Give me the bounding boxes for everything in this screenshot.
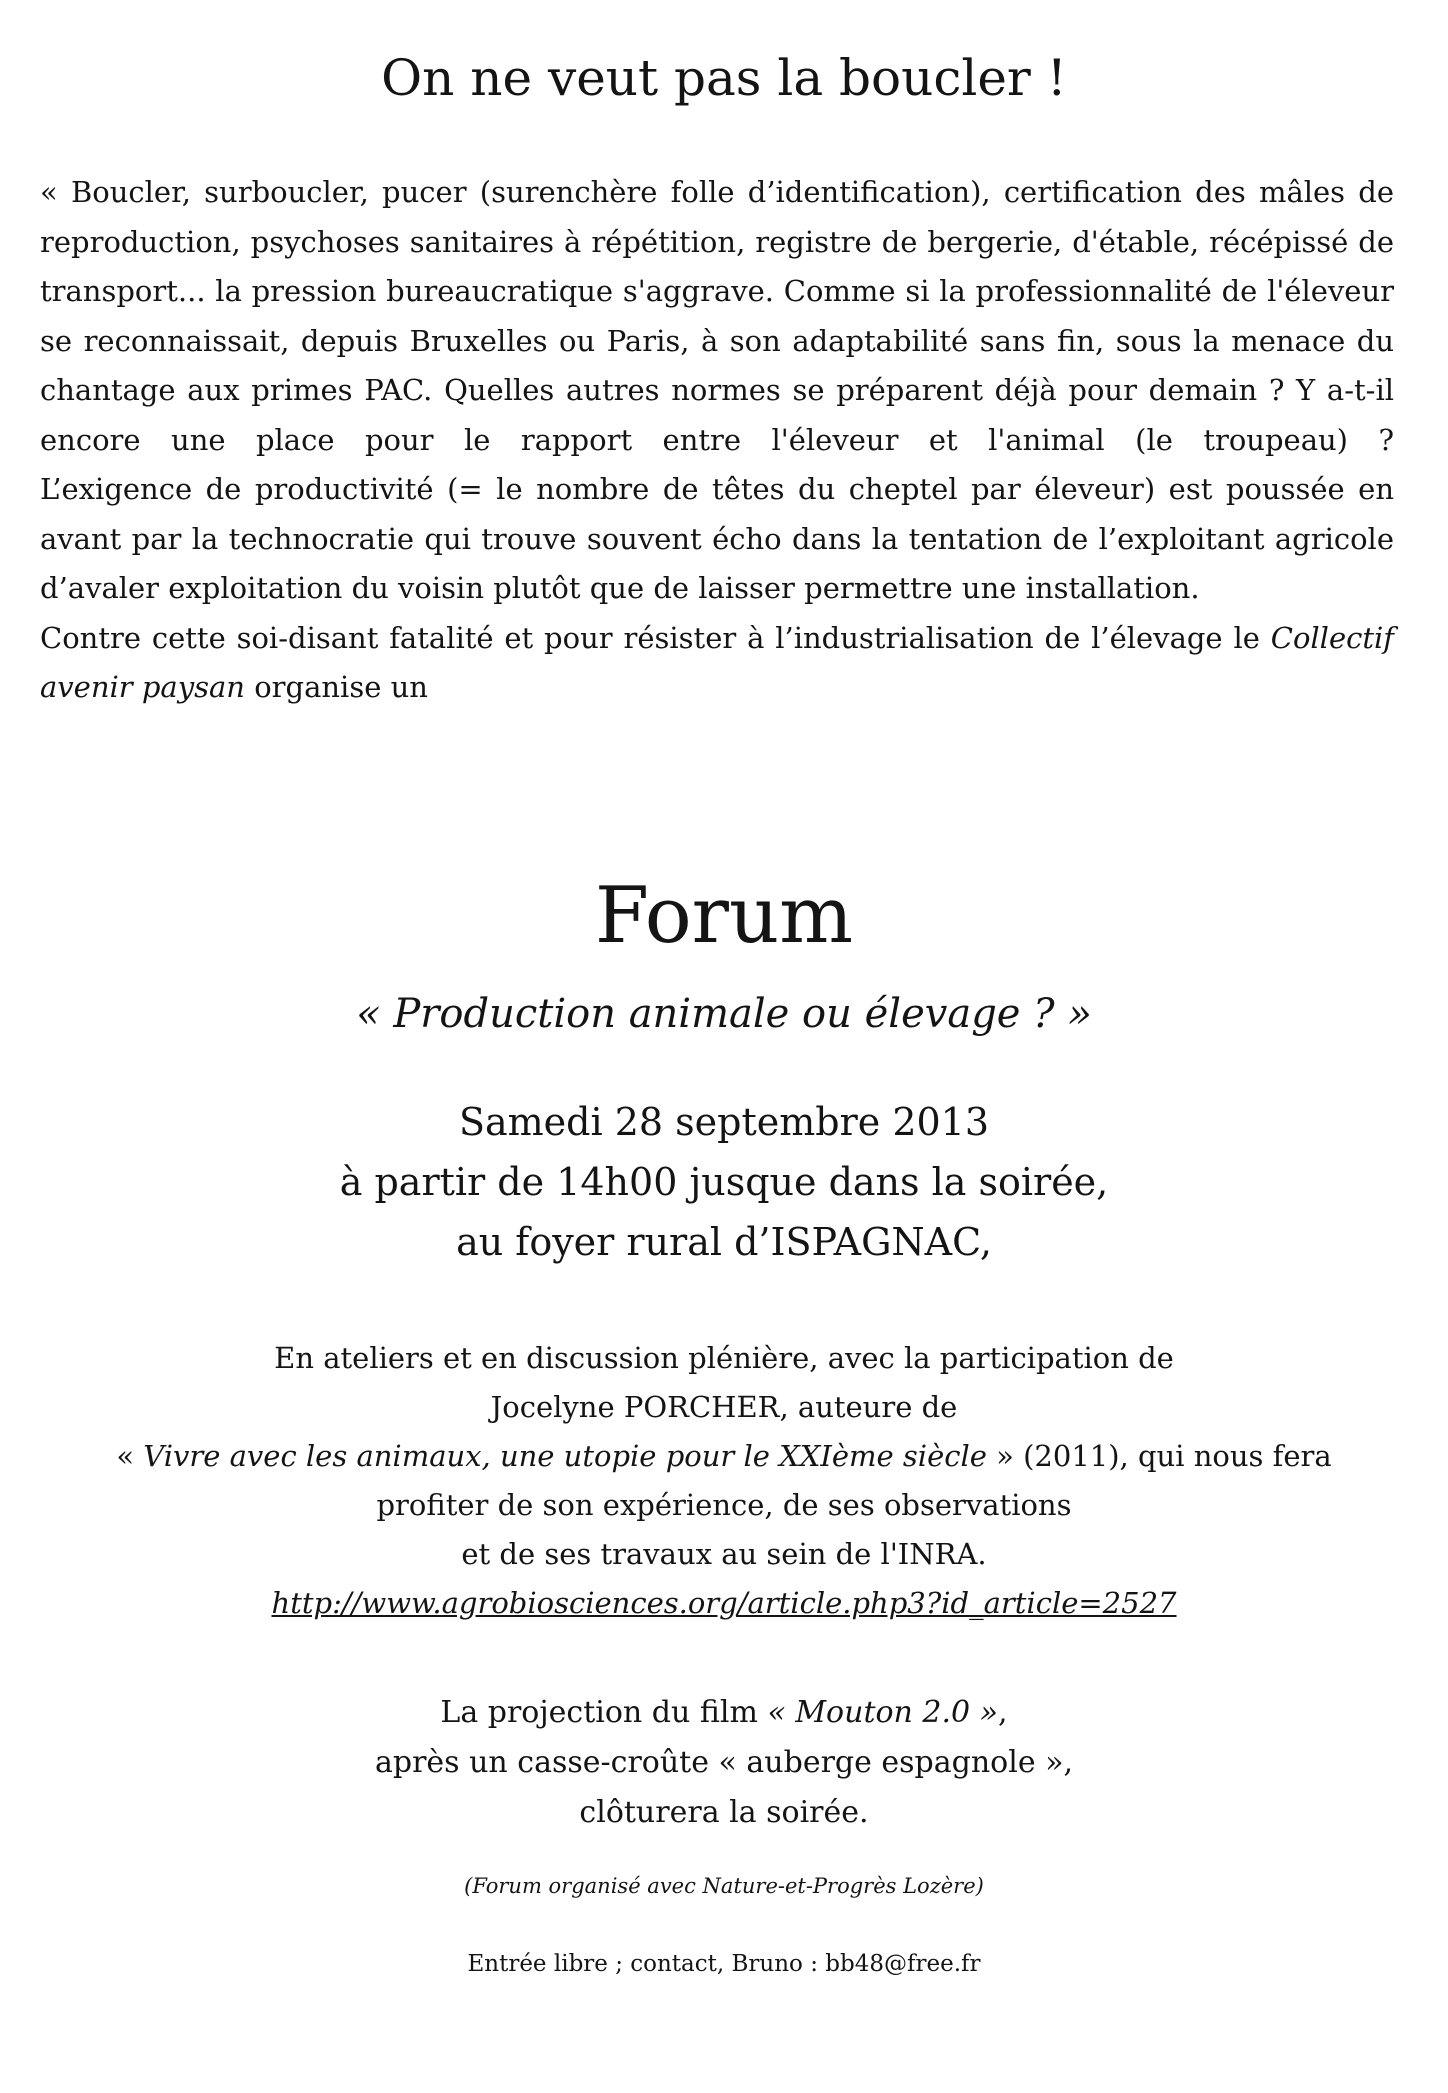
page-title: On ne veut pas la boucler ! — [381, 49, 1067, 107]
intro-paragraph-1: « Boucler, surboucler, pucer (surenchère folle d’identification), certification des mâles de reproduction, psychoses sanitaires à répétition, registre de bergerie, d'étable, récépissé de transport... la pression bureaucratique s'aggrave. Comme si la professionnalité de l'éleveur se reconnaissait, depuis Bruxelles ou Paris, à son adaptabilité sans fin, sous la menace du chantage aux primes PAC. Quelles autres normes se préparent déjà pour demain ? Y a-t-il encore une place pour le rapport entre l'éleveur et l'animal (le troupeau) ? — [40, 175, 1394, 457]
event-date: Samedi 28 septembre 2013 — [458, 1100, 990, 1144]
film-info — [0, 1688, 1448, 1838]
organizer-note: (Forum organisé avec Nature-et-Progrès Lozère) — [464, 1874, 984, 1898]
collective-name: Collectif avenir paysan — [40, 620, 1395, 704]
event-details — [0, 1334, 1448, 1628]
film-line-1 — [0, 1688, 1448, 1738]
film-line-1-start: La projection du film — [440, 1695, 758, 1730]
forum-heading: Forum — [594, 871, 854, 961]
intro-text — [40, 168, 1394, 713]
intro-paragraph-3-end: organise un — [254, 670, 428, 704]
contact-line: Entrée libre ; contact, Bruno : bb48@free.fr — [467, 1951, 981, 1977]
event-time: à partir de 14h00 jusque dans la soirée, — [339, 1160, 1109, 1204]
details-line-3 — [0, 1432, 1448, 1481]
forum-subtitle: « Production animale ou élevage ? » — [356, 991, 1092, 1037]
book-title: Vivre avec les animaux, une utopie pour le XXIème siècle — [143, 1439, 987, 1473]
intro-paragraph-3-start: Contre cette soi-disant fatalité et pour résister à l’industrialisation de l’élevage le — [40, 620, 1260, 655]
details-line-2: Jocelyne PORCHER, auteure de — [490, 1390, 958, 1424]
film-title: « Mouton 2.0 » — [767, 1695, 999, 1730]
film-line-3: clôturera la soirée. — [579, 1795, 869, 1830]
film-line-1-end: , — [998, 1695, 1008, 1730]
intro-paragraph-3 — [40, 614, 1394, 713]
details-line-5: et de ses travaux au sein de l'INRA. — [461, 1537, 987, 1571]
book-quote-close: » — [996, 1439, 1014, 1473]
details-line-1: En ateliers et en discussion plénière, avec la participation de — [274, 1341, 1174, 1375]
book-after: (2011), qui nous fera — [1023, 1439, 1332, 1473]
film-line-2: après un casse-croûte « auberge espagnole », — [374, 1745, 1074, 1780]
event-place: au foyer rural d’ISPAGNAC, — [456, 1220, 992, 1264]
event-info — [0, 1092, 1448, 1272]
intro-paragraph-2: L’exigence de productivité (= le nombre de têtes du cheptel par éleveur) est poussée en avant par la technocratie qui trouve souvent écho dans la tentation de l’exploitant agricole d’avaler exploitation du voisin plutôt que de laisser permettre une installation. — [40, 472, 1394, 605]
book-quote-open: « — [116, 1439, 135, 1473]
details-link-line — [0, 1579, 1448, 1628]
article-link[interactable]: http://www.agrobiosciences.org/article.php3?id_article=2527 — [271, 1586, 1177, 1620]
details-line-4: profiter de son expérience, de ses observations — [376, 1488, 1072, 1522]
